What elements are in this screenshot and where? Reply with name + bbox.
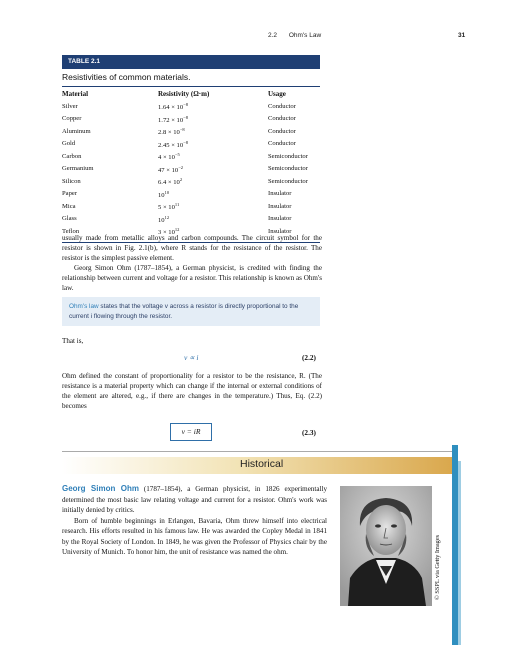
resistivity-table: [62, 86, 320, 243]
material-cell: Carbon: [62, 152, 82, 160]
resistivity-mantissa: 47 × 10: [158, 166, 179, 174]
material-cell: Aluminum: [62, 127, 91, 135]
resistivity-exponent: 12: [174, 227, 180, 232]
accent-bar: [458, 461, 461, 645]
section-title: Ohm's Law: [288, 32, 322, 39]
material-cell: Silicon: [62, 177, 81, 185]
resistivity-mantissa: 3 × 10: [158, 229, 175, 236]
equation: v ∝ i: [184, 353, 199, 362]
material-cell: Mica: [62, 202, 76, 210]
definition-box: [62, 297, 320, 326]
resistivity-mantissa: 10: [158, 216, 165, 224]
page-number: 31: [458, 32, 466, 39]
material-cell: Copper: [62, 115, 82, 122]
usage-cell: Conductor: [268, 115, 296, 122]
table-label: TABLE 2.1: [62, 55, 320, 69]
boxed-equation: v = iR: [170, 423, 212, 441]
resistivity-cell: [158, 163, 268, 176]
usage-cell: Conductor: [268, 102, 296, 110]
resistivity-mantissa: 5 × 10: [158, 204, 175, 211]
body-paragraph: [62, 233, 322, 293]
person-name: Georg Simon Ohm: [62, 484, 139, 493]
resistivity-exponent: 12: [164, 214, 170, 220]
table-row: [62, 113, 320, 126]
resistivity-cell: [158, 150, 268, 163]
usage-cell: Insulator: [268, 227, 292, 235]
resistivity-cell: [158, 125, 268, 138]
resistivity-cell: [158, 200, 268, 213]
resistivity-exponent: −8: [183, 139, 188, 145]
usage-cell: Conductor: [268, 140, 296, 147]
table-row: [62, 213, 320, 226]
resistivity-cell: [158, 138, 268, 151]
resistivity-exponent: −8: [183, 114, 188, 120]
resistivity-exponent: 11: [174, 202, 180, 207]
resistivity-mantissa: 1.64 × 10: [158, 104, 184, 111]
resistivity-exponent: −8: [183, 102, 188, 107]
historical-title: Historical: [240, 458, 284, 470]
table-header-row: [62, 87, 320, 100]
resistivity-mantissa: 2.45 × 10: [158, 141, 184, 149]
usage-cell: Insulator: [268, 190, 292, 197]
table-row: [62, 138, 320, 151]
usage-cell: Insulator: [268, 215, 292, 222]
column-header: Resistivity (Ω·m): [158, 90, 210, 98]
column-header: Material: [62, 90, 89, 98]
resistivity-cell: [158, 175, 268, 188]
material-cell: Glass: [62, 215, 77, 222]
historical-paragraph: (1787–1854), a German physicist, in 1826 experimentally determined the most basic law relating voltage and current for a resistor. Ohm's work was initially denied by critics.: [62, 485, 328, 514]
table-row: [62, 100, 320, 113]
usage-cell: Conductor: [268, 127, 296, 135]
table-caption: Resistivities of common materials.: [62, 72, 191, 82]
usage-cell: Insulator: [268, 202, 292, 210]
material-cell: Silver: [62, 102, 78, 110]
material-cell: Germanium: [62, 165, 94, 172]
historical-text: [62, 484, 327, 558]
usage-cell: Semiconductor: [268, 152, 308, 160]
usage-cell: Semiconductor: [268, 165, 308, 172]
resistivity-cell: [158, 213, 268, 226]
resistivity-mantissa: 6.4 × 10: [158, 179, 180, 186]
table-row: [62, 200, 320, 213]
table-row: [62, 188, 320, 201]
resistivity-mantissa: 1.72 × 10: [158, 116, 184, 124]
equation-number: (2.2): [302, 353, 316, 362]
resistivity-cell: [158, 100, 268, 113]
resistivity-exponent: 10: [164, 189, 170, 195]
table-row: [62, 125, 320, 138]
portrait-image: [340, 486, 432, 606]
definition-text: states that the voltage v across a resistor is directly proportional to the current i flowing through the resistor.: [69, 303, 299, 320]
definition-term: Ohm's law: [69, 303, 99, 310]
body-paragraph: Ohm defined the constant of proportionality for a resistor to be the resistance, R. (The resistance is a material property which can change if the internal or external conditions of the element are altered, e.g., if there are changes in the temperature.) Thus, Eq. (2.2) becomes: [62, 372, 322, 410]
running-header: [268, 32, 321, 39]
usage-cell: Semiconductor: [268, 177, 308, 185]
historical-paragraph: Born of humble beginnings in Erlangen, Bavaria, Ohm threw himself into electrical research. His efforts resulted in his famous law. He was awarded the Copley Medal in 1841 by the Royal Society of London. In 1849, he was given the Professor of Physics chair by the University of Munich. To honor him, the unit of resistance was named the ohm.: [62, 516, 327, 556]
paragraph-text: Georg Simon Ohm (1787–1854), a German physicist, is credited with finding the relationship between current and voltage for a resistor. This relationship is known as Ohm's law.: [62, 264, 322, 292]
material-cell: Paper: [62, 190, 78, 197]
table-row: [62, 175, 320, 188]
table-row: [62, 163, 320, 176]
column-header: Usage: [268, 90, 286, 98]
resistivity-mantissa: 2.8 × 10: [158, 129, 180, 136]
resistivity-exponent: −5: [174, 152, 180, 157]
photo-credit: © SSPL via Getty Images: [434, 534, 441, 600]
resistivity-mantissa: 4 × 10: [158, 154, 175, 161]
resistivity-exponent: −2: [178, 164, 183, 170]
divider: [62, 451, 458, 452]
resistivity-exponent: 2: [179, 177, 183, 182]
body-text: That is,: [62, 337, 84, 345]
resistivity-cell: [158, 188, 268, 201]
equation-number: (2.3): [302, 428, 316, 437]
paragraph-text: usually made from metallic alloys and carbon compounds. The circuit symbol for the resistor is shown in Fig. 2.1(b), where R stands for the resistance of the resistor. The resistor is the simplest passive element.: [62, 234, 322, 262]
material-cell: Teflon: [62, 227, 80, 235]
table-row: [62, 150, 320, 163]
resistivity-mantissa: 10: [158, 191, 165, 199]
section-number: 2.2: [268, 32, 278, 39]
resistivity-exponent: −8: [179, 127, 185, 132]
resistivity-cell: [158, 113, 268, 126]
material-cell: Gold: [62, 140, 76, 147]
